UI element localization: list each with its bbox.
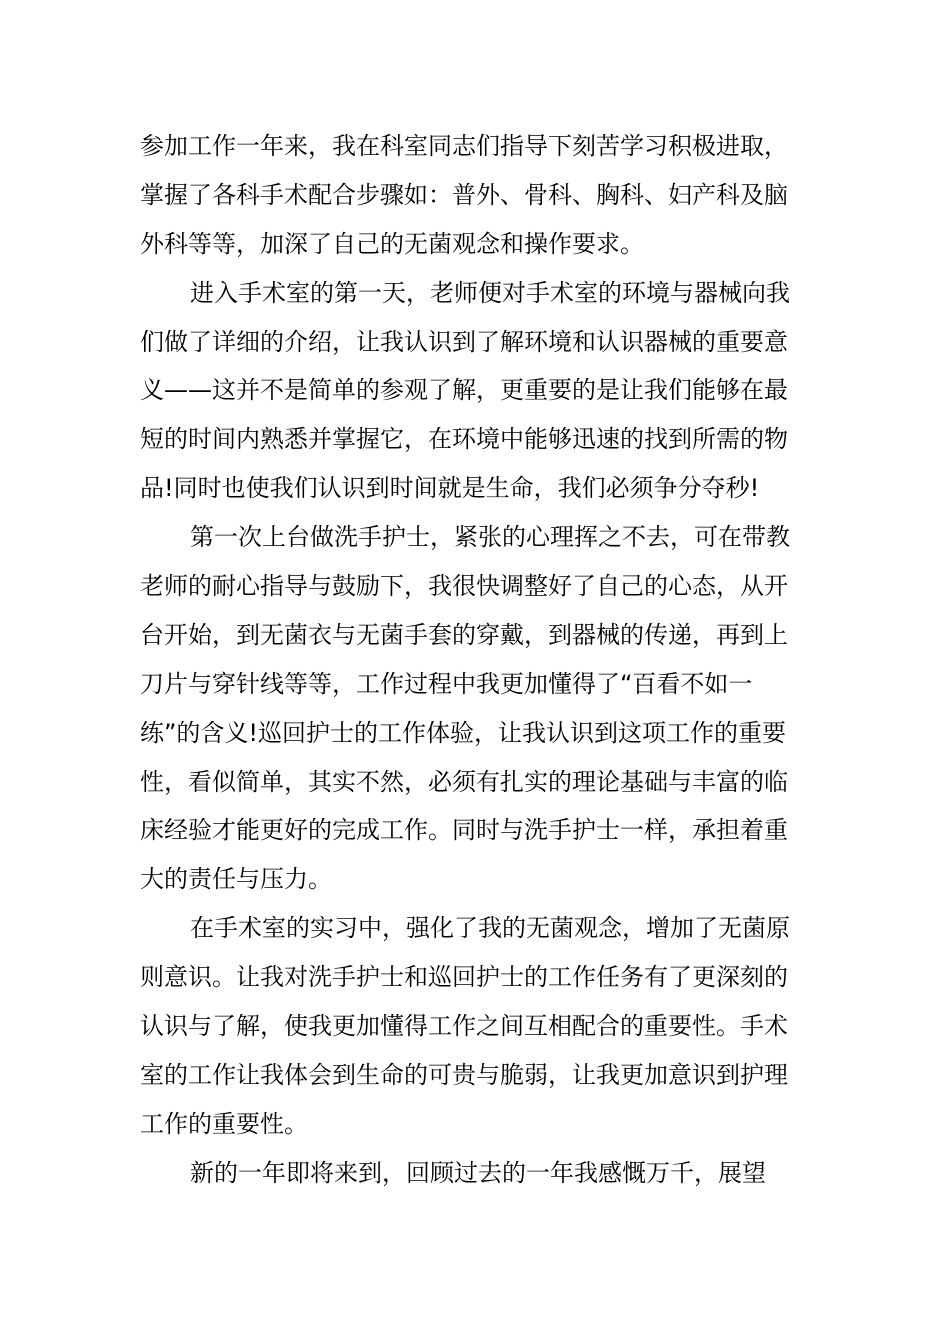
text-line: 认识与了解，使我更加懂得工作之间互相配合的重要性。手术 — [140, 1012, 788, 1041]
paragraph-first-line: 第一次上台做洗手护士，紧张的心理挥之不去，可在带教 — [190, 523, 790, 552]
text-line: 大的责任与压力。 — [140, 865, 332, 894]
body-text — [140, 122, 820, 1198]
paragraph-first-line: 进入手术室的第一天，老师便对手术室的环境与器械向我 — [190, 278, 790, 307]
paragraph-first-line: 新的一年即将来到，回顾过去的一年我感慨万千，展望 — [190, 1158, 766, 1187]
text-line: 则意识。让我对洗手护士和巡回护士的工作任务有了更深刻的 — [140, 963, 788, 992]
text-line: 练”的含义!巡回护士的工作体验，让我认识到这项工作的重要 — [140, 718, 787, 747]
text-line: 性，看似简单，其实不然，必须有扎实的理论基础与丰富的临 — [140, 767, 788, 796]
text-line: 短的时间内熟悉并掌握它，在环境中能够迅速的找到所需的物 — [140, 425, 788, 454]
text-line: 外科等等，加深了自己的无菌观念和操作要求。 — [140, 229, 644, 258]
text-line: 掌握了各科手术配合步骤如：普外、骨科、胸科、妇产科及脑 — [140, 180, 788, 209]
text-line: 工作的重要性。 — [140, 1109, 308, 1138]
text-line: 参加工作一年来，我在科室同志们指导下刻苦学习积极进取， — [140, 132, 788, 160]
text-line: 品!同时也使我们认识到时间就是生命，我们必须争分夺秒! — [140, 474, 760, 503]
text-line: 刀片与穿针线等等，工作过程中我更加懂得了“百看不如一 — [140, 669, 753, 698]
text-line: 老师的耐心指导与鼓励下，我很快调整好了自己的心态，从开 — [140, 572, 788, 601]
text-line: 义——这并不是简单的参观了解，更重要的是让我们能够在最 — [140, 376, 788, 405]
paragraph-first-line: 在手术室的实习中，强化了我的无菌观念，增加了无菌原 — [190, 914, 790, 943]
text-line: 台开始，到无菌衣与无菌手套的穿戴，到器械的传递，再到上 — [140, 620, 788, 649]
text-line: 床经验才能更好的完成工作。同时与洗手护士一样，承担着重 — [140, 816, 788, 845]
text-line: 们做了详细的介绍，让我认识到了解环境和认识器械的重要意 — [140, 327, 788, 356]
text-line: 室的工作让我体会到生命的可贵与脆弱，让我更加意识到护理 — [140, 1060, 788, 1089]
